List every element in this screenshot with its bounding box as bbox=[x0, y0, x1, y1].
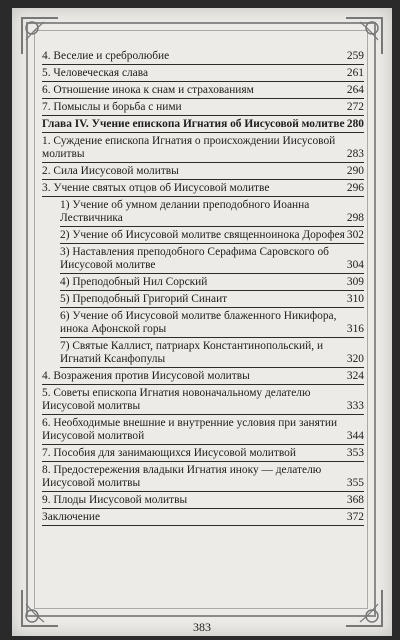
toc-entry-page: 272 bbox=[346, 101, 364, 113]
toc-entry-page: 320 bbox=[346, 353, 364, 365]
toc-entry-page: 344 bbox=[346, 430, 364, 442]
toc-entry-page: 304 bbox=[346, 259, 364, 271]
toc-entry-title: 5. Советы епископа Игнатия новоначальному делателю Иисусовой молитвы bbox=[42, 387, 311, 412]
toc-entry-title: Заключение bbox=[42, 511, 101, 523]
toc-entry-page: 310 bbox=[346, 293, 364, 305]
toc-entry-title: 3) Наставления преподобного Серафима Саровского об Иисусовой молитве bbox=[60, 246, 329, 271]
page-number: 383 bbox=[193, 620, 211, 634]
toc-entry-page: 290 bbox=[346, 165, 364, 177]
toc-entry bbox=[60, 293, 364, 308]
toc-entry bbox=[42, 84, 364, 99]
toc-entry-title: 6. Отношение инока к снам и страхованиям bbox=[42, 84, 254, 96]
toc-entry-page: 353 bbox=[346, 447, 364, 459]
toc-entry-title: 7) Святые Каллист, патриарх Константинопольский, и Игнатий Ксанфопулы bbox=[60, 340, 324, 365]
toc-entry-page: 283 bbox=[346, 148, 364, 160]
toc-entry-title: 8. Предостережения владыки Игнатия иноку — делателю Иисусовой молитвы bbox=[42, 464, 322, 489]
toc-chapter-entry bbox=[42, 118, 364, 133]
toc-entry-page: 261 bbox=[346, 67, 364, 79]
toc-entry-title: 1) Учение об умном делании преподобного Иоанна Лествичника bbox=[60, 199, 310, 224]
toc-entry-title: 6. Необходимые внешние и внутренние условия при занятии Иисусовой молитвой bbox=[42, 417, 338, 442]
toc-entry-title: 7. Пособия для занимающихся Иисусовой молитвой bbox=[42, 447, 296, 459]
toc-entry bbox=[42, 417, 364, 445]
toc-entry bbox=[42, 67, 364, 82]
toc-entry bbox=[42, 464, 364, 492]
toc-entry bbox=[42, 370, 364, 385]
toc-entry-page: 324 bbox=[346, 370, 364, 382]
toc-entry bbox=[42, 50, 364, 65]
toc-entry-page: 368 bbox=[346, 494, 364, 506]
toc-entry-page: 355 bbox=[346, 477, 364, 489]
toc-entry-title: 2. Сила Иисусовой молитвы bbox=[42, 165, 179, 177]
toc-entry bbox=[60, 199, 364, 227]
toc-entry-title: Глава IV. Учение епископа Игнатия об Иисусовой молитве bbox=[42, 118, 345, 130]
toc-entry-page: 302 bbox=[346, 229, 364, 241]
toc-entry-page: 296 bbox=[346, 182, 364, 194]
toc-entry bbox=[42, 494, 364, 509]
toc-entry bbox=[60, 246, 364, 274]
toc-entry-title: 3. Учение святых отцов об Иисусовой молитве bbox=[42, 182, 270, 194]
toc-entry-title: 5) Преподобный Григорий Синаит bbox=[60, 293, 228, 305]
toc-entry bbox=[42, 447, 364, 462]
toc-entry-page: 333 bbox=[346, 400, 364, 412]
toc-entry-page: 298 bbox=[346, 212, 364, 224]
toc-entry bbox=[42, 511, 364, 526]
toc-entry bbox=[60, 310, 364, 338]
toc-entry-page: 264 bbox=[346, 84, 364, 96]
toc-entry-title: 2) Учение об Иисусовой молитве священноинока Дорофея bbox=[60, 229, 345, 241]
toc-entry bbox=[42, 135, 364, 163]
toc-entry bbox=[60, 340, 364, 368]
toc-entry-page: 280 bbox=[346, 118, 364, 130]
toc-entry-title: 6) Учение об Иисусовой молитве блаженного Никифора, инока Афонской горы bbox=[60, 310, 337, 335]
toc-entry-page: 309 bbox=[346, 276, 364, 288]
toc-entry bbox=[60, 276, 364, 291]
toc-entry bbox=[60, 229, 364, 244]
toc-entry-title: 4. Веселие и сребролюбие bbox=[42, 50, 170, 62]
toc-entry bbox=[42, 165, 364, 180]
toc-entry bbox=[42, 387, 364, 415]
toc-entry-title: 5. Человеческая слава bbox=[42, 67, 149, 79]
toc-entry-title: 1. Суждение епископа Игнатия о происхождении Иисусовой молитвы bbox=[42, 135, 336, 160]
book-page bbox=[12, 8, 392, 636]
toc-entry-title: 4. Возражения против Иисусовой молитвы bbox=[42, 370, 250, 382]
toc-entry-page: 316 bbox=[346, 323, 364, 335]
toc-entry-title: 7. Помыслы и борьба с ними bbox=[42, 101, 182, 113]
table-of-contents bbox=[42, 50, 364, 528]
toc-entry bbox=[42, 182, 364, 197]
toc-entry-title: 4) Преподобный Нил Сорский bbox=[60, 276, 208, 288]
toc-entry-page: 372 bbox=[346, 511, 364, 523]
toc-entry-page: 259 bbox=[346, 50, 364, 62]
toc-entry bbox=[42, 101, 364, 116]
toc-entry-title: 9. Плоды Иисусовой молитвы bbox=[42, 494, 188, 506]
